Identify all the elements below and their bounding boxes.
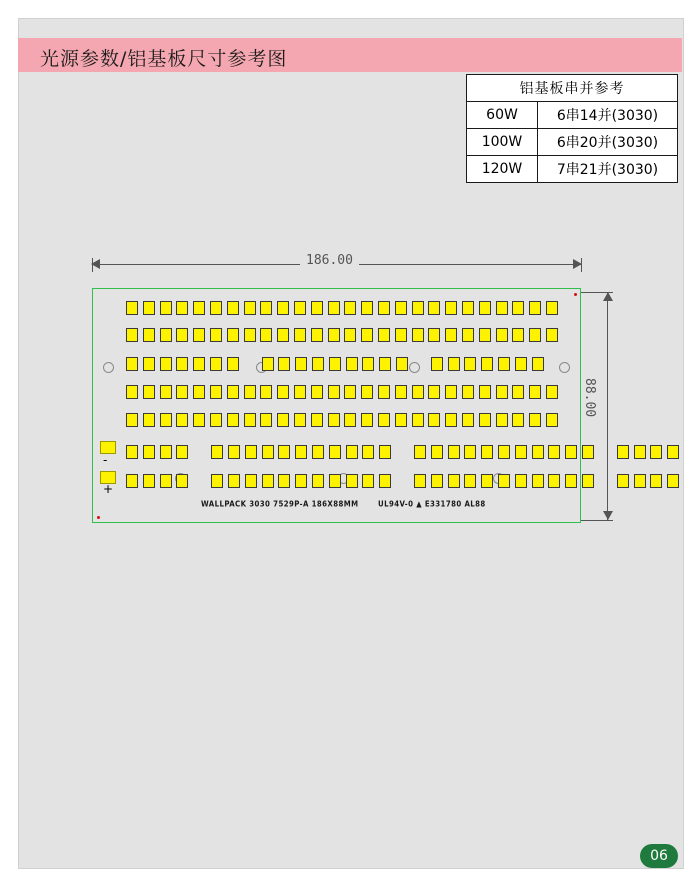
led-row [126, 301, 563, 315]
led-package [512, 328, 524, 342]
led-package [228, 474, 240, 488]
led-package [481, 445, 493, 459]
led-package [378, 301, 390, 315]
led-package [464, 445, 476, 459]
led-package [295, 357, 307, 371]
led-package [496, 413, 508, 427]
width-dimension-label: 186.00 [300, 253, 359, 268]
led-package [498, 474, 510, 488]
led-package [328, 413, 340, 427]
led-package [464, 357, 476, 371]
led-package [448, 474, 460, 488]
led-package [529, 385, 541, 399]
led-package [262, 357, 274, 371]
led-package [462, 385, 474, 399]
led-package [126, 328, 138, 342]
led-package [210, 301, 222, 315]
led-row [126, 474, 684, 488]
led-package [160, 357, 172, 371]
led-package [617, 474, 629, 488]
led-package [193, 413, 205, 427]
height-dimension-label: 88.00 [582, 378, 597, 418]
led-package [498, 445, 510, 459]
led-package [143, 445, 155, 459]
config-cell: 6串20并(3030) [538, 129, 678, 156]
led-package [160, 385, 172, 399]
led-package [227, 357, 239, 371]
led-package [481, 357, 493, 371]
led-package [362, 474, 374, 488]
led-package [496, 328, 508, 342]
page-number-badge: 06 [640, 844, 678, 868]
led-package [312, 445, 324, 459]
led-package [193, 357, 205, 371]
led-row-gap [244, 357, 262, 371]
led-row-gap [413, 357, 431, 371]
led-package [160, 328, 172, 342]
led-package [412, 301, 424, 315]
led-package [126, 385, 138, 399]
led-package [176, 301, 188, 315]
led-row-gap [193, 445, 211, 459]
led-package [260, 385, 272, 399]
config-cell: 6串14并(3030) [538, 102, 678, 129]
led-package [143, 357, 155, 371]
led-package [462, 413, 474, 427]
power-cell: 100W [467, 129, 538, 156]
led-package [277, 385, 289, 399]
led-package [126, 357, 138, 371]
power-cell: 60W [467, 102, 538, 129]
led-package [143, 301, 155, 315]
table-row [467, 156, 678, 183]
led-package [396, 357, 408, 371]
led-package [412, 385, 424, 399]
led-package [311, 301, 323, 315]
led-package [143, 328, 155, 342]
led-row [126, 357, 548, 371]
led-package [498, 357, 510, 371]
led-package [448, 445, 460, 459]
led-row-gap [193, 474, 211, 488]
led-package [295, 445, 307, 459]
led-package [515, 357, 527, 371]
led-package [211, 445, 223, 459]
led-package [479, 413, 491, 427]
led-package [431, 445, 443, 459]
led-package [227, 413, 239, 427]
spec-table-title: 铝基板串并参考 [467, 75, 678, 102]
led-package [344, 328, 356, 342]
arrow-right-icon [573, 259, 582, 269]
led-package [160, 445, 172, 459]
led-package [329, 357, 341, 371]
led-package [667, 445, 679, 459]
led-package [311, 328, 323, 342]
led-package [361, 301, 373, 315]
led-package [412, 413, 424, 427]
led-package [143, 413, 155, 427]
mounting-hole [103, 362, 114, 373]
led-package [650, 445, 662, 459]
led-package [512, 385, 524, 399]
led-package [462, 301, 474, 315]
led-row-gap [396, 474, 414, 488]
led-package [294, 385, 306, 399]
led-package [312, 357, 324, 371]
led-package [245, 474, 257, 488]
registration-dot [97, 516, 100, 519]
led-package [278, 357, 290, 371]
led-package [244, 328, 256, 342]
arrow-down-icon [603, 511, 613, 520]
led-package [294, 328, 306, 342]
led-package [378, 328, 390, 342]
led-package [512, 301, 524, 315]
pcb-board [92, 288, 581, 523]
led-row [126, 445, 684, 459]
table-header-row [467, 75, 678, 102]
led-package [361, 385, 373, 399]
led-package [294, 301, 306, 315]
led-package [414, 474, 426, 488]
negative-sign-label: - [103, 453, 108, 467]
led-package [361, 328, 373, 342]
led-package [210, 385, 222, 399]
led-package [329, 445, 341, 459]
arrow-up-icon [603, 292, 613, 301]
led-package [496, 301, 508, 315]
led-package [344, 385, 356, 399]
led-package [548, 445, 560, 459]
led-package [176, 328, 188, 342]
led-package [245, 445, 257, 459]
table-row [467, 129, 678, 156]
led-package [193, 385, 205, 399]
led-package [529, 413, 541, 427]
led-package [210, 413, 222, 427]
led-package [634, 445, 646, 459]
led-package [227, 328, 239, 342]
led-package [395, 385, 407, 399]
led-package [431, 474, 443, 488]
led-package [260, 328, 272, 342]
led-package [210, 328, 222, 342]
led-package [448, 357, 460, 371]
led-package [395, 328, 407, 342]
led-package [295, 474, 307, 488]
led-package [126, 413, 138, 427]
arrow-left-icon [91, 259, 100, 269]
led-package [546, 413, 558, 427]
led-package [227, 385, 239, 399]
led-row [126, 385, 563, 399]
led-package [211, 474, 223, 488]
led-package [565, 445, 577, 459]
led-package [328, 385, 340, 399]
mounting-hole [559, 362, 570, 373]
led-package [346, 357, 358, 371]
led-package [277, 301, 289, 315]
led-package [462, 328, 474, 342]
power-cell: 120W [467, 156, 538, 183]
led-package [565, 474, 577, 488]
led-package [176, 357, 188, 371]
led-package [634, 474, 646, 488]
led-package [344, 413, 356, 427]
led-package [346, 445, 358, 459]
led-package [143, 385, 155, 399]
led-package [379, 357, 391, 371]
led-row-gap [396, 445, 414, 459]
led-package [244, 413, 256, 427]
led-package [193, 328, 205, 342]
registration-dot [574, 293, 577, 296]
led-package [126, 301, 138, 315]
led-package [311, 385, 323, 399]
led-package [496, 385, 508, 399]
led-package [361, 413, 373, 427]
led-package [548, 474, 560, 488]
led-package [479, 328, 491, 342]
led-package [529, 301, 541, 315]
led-package [395, 301, 407, 315]
led-package [278, 445, 290, 459]
led-package [278, 474, 290, 488]
page-title: 光源参数/铝基板尺寸参考图 [40, 48, 288, 70]
config-cell: 7串21并(3030) [538, 156, 678, 183]
led-package [379, 445, 391, 459]
led-package [464, 474, 476, 488]
led-package [176, 413, 188, 427]
led-package [412, 328, 424, 342]
led-package [143, 474, 155, 488]
led-package [414, 445, 426, 459]
led-package [650, 474, 662, 488]
led-package [346, 474, 358, 488]
led-package [362, 445, 374, 459]
led-package [344, 301, 356, 315]
led-package [428, 328, 440, 342]
led-package [515, 474, 527, 488]
led-package [210, 357, 222, 371]
led-package [546, 301, 558, 315]
extension-line-bottom [579, 520, 613, 521]
led-package [379, 474, 391, 488]
led-package [227, 301, 239, 315]
led-package [617, 445, 629, 459]
led-package [160, 301, 172, 315]
led-package [329, 474, 341, 488]
led-package [244, 301, 256, 315]
led-package [277, 328, 289, 342]
led-package [244, 385, 256, 399]
led-package [294, 413, 306, 427]
led-package [362, 357, 374, 371]
led-package [582, 445, 594, 459]
led-package [328, 328, 340, 342]
led-row-gap [599, 474, 617, 488]
led-package [532, 445, 544, 459]
led-package [529, 328, 541, 342]
led-package [395, 413, 407, 427]
led-package [378, 413, 390, 427]
led-package [428, 385, 440, 399]
led-package [515, 445, 527, 459]
led-row-gap [599, 445, 617, 459]
led-package [512, 413, 524, 427]
led-package [260, 301, 272, 315]
silkscreen-right-text: UL94V-0 ▲ E331780 AL88 [378, 499, 486, 509]
led-package [378, 385, 390, 399]
led-package [445, 301, 457, 315]
led-package [431, 357, 443, 371]
led-package [228, 445, 240, 459]
led-package [481, 474, 493, 488]
led-package [328, 301, 340, 315]
led-package [126, 474, 138, 488]
positive-sign-label: + [103, 482, 114, 496]
led-package [311, 413, 323, 427]
led-package [445, 328, 457, 342]
silkscreen-left-text: WALLPACK 3030 7529P-A 186X88MM [201, 499, 359, 509]
led-package [176, 385, 188, 399]
led-package [532, 357, 544, 371]
led-package [532, 474, 544, 488]
led-package [262, 445, 274, 459]
led-package [546, 328, 558, 342]
led-package [582, 474, 594, 488]
led-package [260, 413, 272, 427]
led-package [176, 474, 188, 488]
pcb-drawing [85, 250, 605, 540]
spec-table [466, 74, 678, 183]
led-package [546, 385, 558, 399]
led-package [479, 301, 491, 315]
led-package [277, 413, 289, 427]
led-package [160, 413, 172, 427]
led-package [126, 445, 138, 459]
led-package [160, 474, 172, 488]
led-package [667, 474, 679, 488]
led-package [262, 474, 274, 488]
led-package [193, 301, 205, 315]
led-package [445, 413, 457, 427]
led-package [445, 385, 457, 399]
led-package [479, 385, 491, 399]
led-row [126, 413, 563, 427]
led-package [176, 445, 188, 459]
led-package [312, 474, 324, 488]
led-row [126, 328, 563, 342]
led-package [428, 301, 440, 315]
led-package [428, 413, 440, 427]
table-row [467, 102, 678, 129]
